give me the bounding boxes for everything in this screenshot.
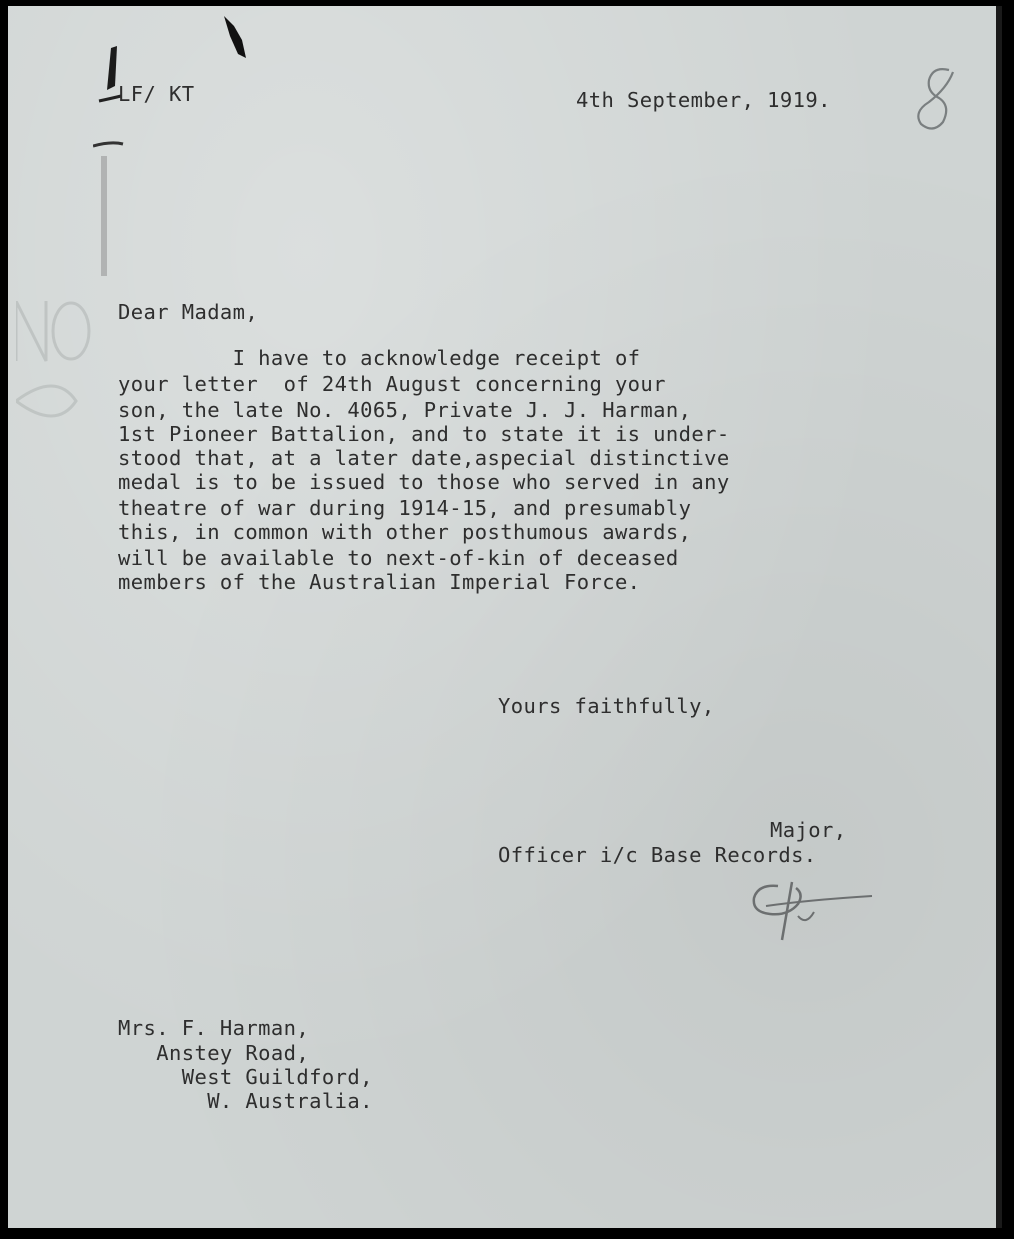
body-line: son, the late No. 4065, Private J. J. Harman, — [118, 398, 692, 422]
body-line: stood that, at a later date,aspecial distinctive — [118, 446, 730, 470]
signatory-office: Officer i/c Base Records. — [498, 843, 817, 867]
body-line: medal is to be issued to those who served in any — [118, 470, 730, 494]
address-line: Anstey Road, — [118, 1041, 310, 1065]
page-edge-shadow — [996, 6, 1002, 1228]
letter-date: 4th September, 1919. — [576, 88, 831, 112]
salutation: Dear Madam, — [118, 300, 259, 324]
signatory-rank: Major, — [770, 818, 847, 842]
folio-number-handwritten — [903, 66, 963, 136]
address-line: West Guildford, — [118, 1065, 373, 1089]
tear-mark — [220, 14, 250, 64]
address-line: W. Australia. — [118, 1089, 373, 1113]
body-line: I have to acknowledge receipt of — [118, 346, 641, 370]
body-line: this, in common with other posthumous awards, — [118, 520, 692, 544]
body-line: will be available to next-of-kin of deceased — [118, 546, 679, 570]
body-line: members of the Australian Imperial Force. — [118, 570, 641, 594]
letter-page — [8, 6, 1002, 1228]
handwritten-initials-signature — [748, 876, 878, 946]
address-line: Mrs. F. Harman, — [118, 1016, 310, 1040]
body-line: 1st Pioneer Battalion, and to state it is under- — [118, 422, 730, 446]
closing: Yours faithfully, — [498, 694, 715, 718]
faded-stamp-ghost — [16, 301, 106, 501]
body-line: theatre of war during 1914-15, and presumably — [118, 496, 692, 520]
reference-code: LF/ KT — [118, 82, 195, 106]
body-line: your letter of 24th August concerning your — [118, 372, 666, 396]
